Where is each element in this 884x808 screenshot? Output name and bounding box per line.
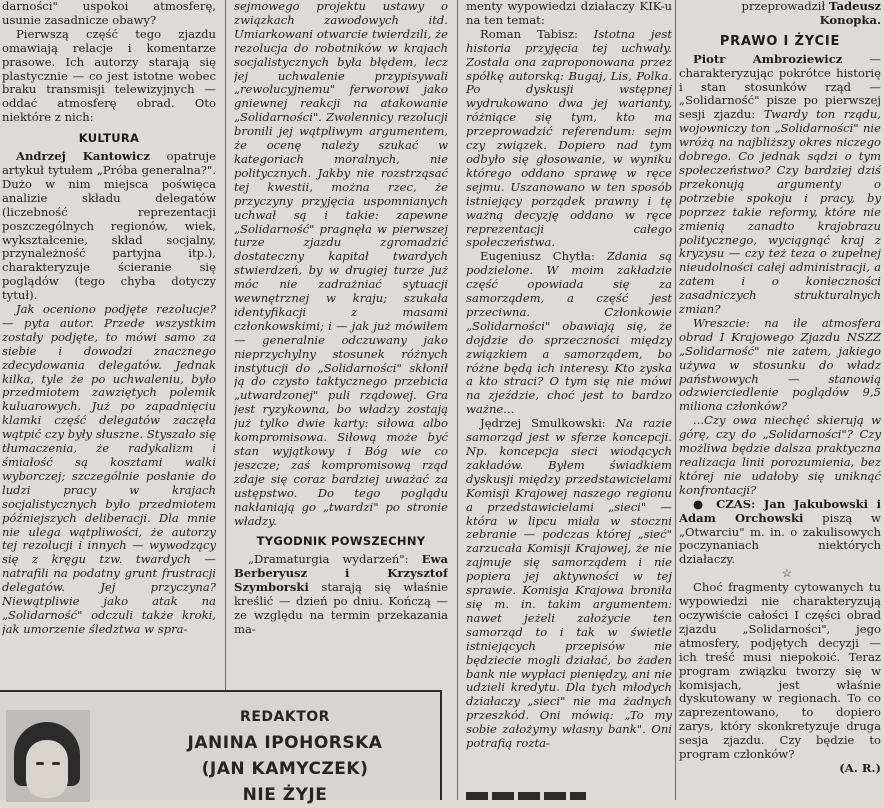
speaker-name: Eugeniusz Chytła: bbox=[480, 249, 607, 264]
section-header-prawo: PRAWO I ŻYCIE bbox=[719, 33, 841, 49]
paragraph bbox=[466, 250, 672, 417]
obituary-line: REDAKTOR bbox=[240, 709, 330, 725]
paragraph bbox=[234, 553, 448, 636]
article-title: „Dramaturgia wydarzeń": bbox=[248, 552, 422, 567]
paragraph-text: piszą w „Otwarciu" m. in. o zakulisowych poczynaniach niektórych działaczy. bbox=[679, 510, 881, 567]
column-divider bbox=[225, 0, 226, 690]
paragraph bbox=[679, 0, 881, 28]
quote-text: Zdania są podzielone. W moim zakładzie część opowiada się za samorządem, a część jest przeciwna. Członkowie „Solidarności" obawiają się, że dojdzie do sprzeczności między związkiem a samorządem, bo różne będą ich interesy. Kto zyska a kto straci? O tym się nie mówi na zjeździe, choć jest to bardzo ważne... bbox=[466, 249, 672, 417]
paragraph: Pierwszą część tego zjazdu omawiają relacje i komentarze prasowe. Ich autorzy starają się plastycznie — co jest istotne wobec braku transmisji telewizyjnych — oddać atmosferę obrad. Oto niektóre z nich: bbox=[2, 26, 216, 125]
column-4 bbox=[679, 0, 881, 800]
paragraph-text: opatruje artykuł tytułem „Próba generalna?". Dużo w nim miejsca poświęca analizie składu delegatów (liczebność reprezentacji poszczególnych regionów, wiek, wykształcenie, skład socjalny, przynależność partyjna itp.), charakteryzuje ścieranie się poglądów (tego chyba dotyczy tytuł). bbox=[2, 149, 216, 303]
section-header-tygodnik: TYGODNIK POWSZECHNY bbox=[256, 534, 426, 549]
quote-paragraph: Wreszcie: na ile atmosfera obrad I Krajowego Zjazdu NSZZ „Solidarność" nie zatem, jakiego używa w stosunku do władz państwowych — stanowią odzwierciedlenie poglądów 9,5 miliona członków? bbox=[679, 315, 881, 414]
paragraph bbox=[679, 53, 881, 317]
paragraph: Choć fragmenty cytowanych tu wypowiedzi nie charakteryzują oczywiście całości I części obrad zjazdu „Solidarności", jego atmosfery, podjętych decyzji — ich treść musi niepokoić. Teraz program związku tworzy się w komisjach, jest właśnie dyskutowany w regionach. To co zaprezentowano, to dopiero zarys, który skonkretyzuje druga sesja zjazdu. Czy będzie to program członków? bbox=[679, 580, 881, 762]
paragraph: darności" uspokoi atmosferę, usunie zasadnicze obawy? bbox=[2, 0, 216, 27]
obituary-box bbox=[0, 690, 442, 805]
quote-text: Na razie samorząd jest w sferze koncepcji. Np. koncepcja sieci wiodących zakładów. Byłem świadkiem dyskusji między przedstawicielami Komisji Krajowej naszego regionu a przedstawicielami „sieci" — która w lipcu miała w stoczni zebranie — podczas której „sieć" zarzucała Komisji Krajowej, że nie zajmuje się samorządem i nie popiera jej aktywności w tej sprawie. Komisja Krajowa broniła się m. in. takim argumentem: nawet jeżeli założycie ten samorząd to i tak w świetle istniejących przepisów nie będziecie mogli działać, bo żaden bank nie wypłaci pieniędzy, ani nie udzieli kredytu. Dla tych młodych działaczy „sieci" nie ma żadnych przeszkód. Oni mówią: „To my sobie założymy własny bank". Oni potrafią rozta- bbox=[466, 416, 672, 751]
speaker-name: Roman Tabisz: bbox=[480, 26, 594, 41]
quote-text: Istotna jest historia przyjęcia tej uchwały. Została ona zaproponowana przez spółkę autorską: Bugaj, Lis, Polka. Po dyskusji wstępnej wydrukowano dwa jej warianty, różniące się tym, kto ma przeprowadzić referendum: sejm czy związek. Dopiero nad tym odbyło się głosowanie, w wyniku którego oddano sprawę w ręce sejmu. Uszanowano w ten sposób istniejący porządek prawny i tę ważną decyzję oddano w ręce reprezentacji całego społeczeństwa. bbox=[466, 26, 672, 250]
quote-text: Twardy ton rządu, wojowniczy ton „Solidarności" nie wróżą na najbliższy okres niczego dobrego. Co jednak sądzi o tym społeczeństwo? Czy bardziej dziś przekonują argumenty o potrzebie spokoju i pracy, by poprzez takie reformy, które nie zmienią zanadto krajobrazu politycznego, wyciągnąć kraj z kryzysu — czy też teza o zupełnej nieudolności całej administracji, a zatem i o konieczności zasadniczych strukturalnych zmian? bbox=[679, 107, 881, 317]
paragraph bbox=[2, 150, 216, 303]
section-header-kultura: KULTURA bbox=[78, 131, 140, 146]
paragraph-text: — charakteryzując pokrótce historię i stan stosunków rząd — „Solidarność" pisze po pierwszej sesji zjazdu: bbox=[679, 51, 881, 122]
paragraph-text: przeprowadził bbox=[741, 0, 829, 13]
paragraph: menty wypowiedzi działaczy KIK-u na ten temat: bbox=[466, 0, 672, 27]
column-divider bbox=[457, 0, 458, 800]
column-1 bbox=[2, 0, 216, 690]
obituary-pseudonym: (JAN KAMYCZEK) bbox=[201, 759, 369, 779]
quote-paragraph: ...Czy owa niechęć skierują w górę, czy do „Solidarności"? Czy możliwa będzie dalsza praktyczna realizacja linii porozumienia, bez której nie udałoby się uniknąć konfrontacji? bbox=[679, 413, 881, 497]
next-headline-fragment bbox=[466, 792, 586, 800]
column-2 bbox=[234, 0, 448, 800]
paragraph-text: starają się właśnie kreślić — dzień po dniu. Kończą — ze względu na termin przekazania ma- bbox=[234, 580, 448, 636]
paragraph bbox=[466, 28, 672, 251]
author-name: Tadeusz Konopka. bbox=[819, 0, 881, 27]
source-label: ● CZAS: Jan Jakubowski i Adam Orchowski bbox=[679, 496, 881, 525]
author-name: Andrzej Kantowicz bbox=[16, 149, 150, 164]
quote-paragraph: sejmowego projektu ustawy o związkach zawodowych itd. Umiarkowani otwarcie twierdzili, że rezolucja do robotników w krajach socjalistycznych była błędem, lecz jej uchwalenie przypisywali „rewolucyjnemu" ferworowi jako gniewnej reakcji na atakowanie „Solidarności". Zwolennicy rezolucji bronili jej wątpliwym argumentem, że ocenę należy szukać w kategoriach moralnych, nie politycznych. Jakby nie rozstrząsać tej kwestii, można rzec, że przyczyny przyjęcia uspomnianych uchwał są i takie: zapewne „Solidarność" pragnęła w pierwszej turze zjazdu zgromadzić dostateczny kapitał twardych stwierdzeń, by w drugiej turze już móc nie zadrażniać sytuacji wewnętrznej w kraju; szukała identyfikacji z masami członkowskimi; i — jak już mówiłem — generalnie odczuwany jako nieprzychylny stosunek różnych instytucji do „Solidarności" skłonił ją do czysto taktycznego przebicia „utwardzonej" puli rządowej. Gra jest ryzykowna, bo władzy zostają już tylko dwie karty: siłowa albo kompromisowa. Siłową może być stan wyjątkowy i Bóg wie co jeszcze; zaś kompromisową rząd zdaje się coraz bardziej uważać za ustępstwo. Do tego poglądu nakłaniają go „twardzi" po stronie władzy. bbox=[234, 0, 448, 528]
column-divider bbox=[675, 0, 676, 800]
obituary-line: NIE ŻYJE bbox=[242, 785, 328, 805]
obituary-name: JANINA IPOHORSKA bbox=[187, 733, 383, 753]
paragraph bbox=[466, 417, 672, 751]
signature: (A. R.) bbox=[839, 760, 881, 775]
portrait-photo bbox=[6, 710, 90, 802]
star-separator-icon: ☆ bbox=[781, 566, 793, 581]
paragraph bbox=[679, 498, 881, 568]
obituary-text bbox=[140, 704, 430, 808]
speaker-name: Jędrzej Smulkowski: bbox=[480, 416, 616, 431]
column-3 bbox=[466, 0, 672, 800]
quote-paragraph: Jak oceniono podjęte rezolucje? — pyta autor. Przede wszystkim zostały podjęte, to mówi samo za siebie i dowodzi znacznego zdecydowania delegatów. Jednak kilka, tyle że po uchwaleniu, było przedmiotem zawziętych polemik kuluarowych. Już po zapadnięciu klamki część delegatów zaczęła wątpić czy były słuszne. Styszało się tłumaczenia, że radykalizm i śmiałość są kosztami walki wyborczej; szczególnie posłanie do ludzi pracy w krajach socjalistycznych było przedmiotem późniejszych deliberacji. Dla mnie nie ulega wątpliwości, że autorzy tej rezolucji i innych — wywodzący się z kręgu tzw. twardych — natrafili na podatny grunt frustracji delegatów. Jej przyczyna? Niewątpliwie jako atak na „Solidarność" odczuli także kroki, jak umorzenie śledztwa w spra- bbox=[2, 302, 216, 636]
author-name: Piotr Ambroziewicz bbox=[693, 51, 843, 66]
author-name: Ewa Berberyusz i Krzysztof Szymborski bbox=[234, 552, 448, 595]
